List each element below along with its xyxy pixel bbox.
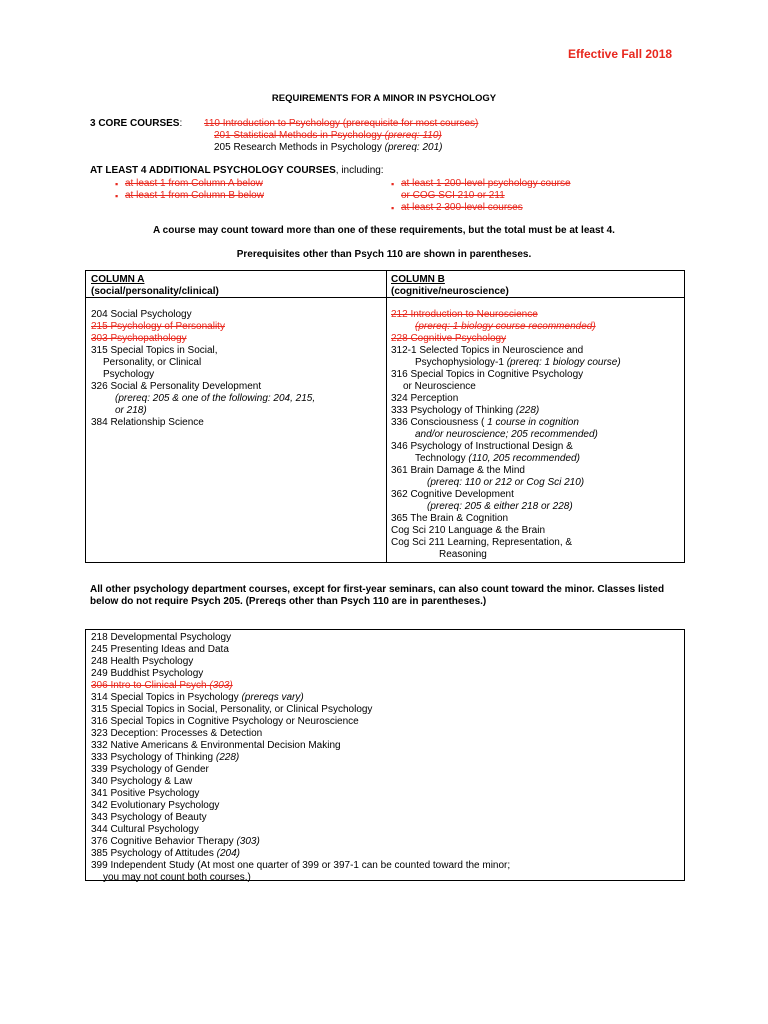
other-course: 333 Psychology of Thinking (228) xyxy=(91,752,240,763)
column-a-course: 326 Social & Personality Development xyxy=(91,381,262,392)
column-b-course: Technology (110, 205 recommended) xyxy=(415,453,580,464)
core-list xyxy=(204,118,478,154)
req-col-b: ▪ at least 1 from Column B below xyxy=(115,190,264,202)
column-a-course: 215 Psychology of Personality xyxy=(91,321,225,332)
req-300-level: ▪ at least 2 300-level courses xyxy=(391,202,571,214)
column-b-course: Cog Sci 210 Language & the Brain xyxy=(391,525,545,536)
req-200-level-alt: or COG SCI 210 or 211 xyxy=(401,190,505,201)
column-b-course: 212 Introduction to Neuroscience xyxy=(391,309,538,320)
column-a-course: 315 Special Topics in Social, xyxy=(91,345,218,356)
core-label: 3 CORE COURSES: xyxy=(90,118,183,129)
other-course: 332 Native Americans & Environmental Decision Making xyxy=(91,740,341,751)
column-a-course: Psychology xyxy=(103,369,155,380)
column-b-course: 316 Special Topics in Cognitive Psychology xyxy=(391,369,584,380)
note-count: A course may count toward more than one of these requirements, but the total must be at least 4. xyxy=(153,225,615,236)
column-a-course: or 218) xyxy=(115,405,147,416)
other-course: you may not count both courses.) xyxy=(103,872,251,883)
req-col-a: ▪ at least 1 from Column A below xyxy=(115,178,264,190)
core-course: 205 Research Methods in Psychology (prereq: 201) xyxy=(214,142,443,153)
column-b-course: 362 Cognitive Development xyxy=(391,489,514,500)
column-b-course: 346 Psychology of Instructional Design & xyxy=(391,441,573,452)
all-other-note: All other psychology department courses, except for first-year seminars, can also count toward the minor. Classes listed below do not require Psych 205. (Prereqs other than Psych 110 are in parentheses.) xyxy=(90,584,665,607)
column-b-header: COLUMN B (cognitive/neuroscience) xyxy=(391,274,509,297)
other-course: 315 Special Topics in Social, Personality, or Clinical Psychology xyxy=(91,704,373,715)
column-b-list xyxy=(391,309,621,561)
column-b-course: 336 Consciousness ( 1 course in cognition xyxy=(391,417,579,428)
column-b-course: (prereq: 205 & either 218 or 228) xyxy=(427,501,573,512)
other-course: 343 Psychology of Beauty xyxy=(91,812,207,823)
core-course: 110 Introduction to Psychology (prerequisite for most courses) xyxy=(204,118,479,129)
column-b-course: 365 The Brain & Cognition xyxy=(391,513,509,524)
column-b-course: 324 Perception xyxy=(391,393,459,404)
other-course: 339 Psychology of Gender xyxy=(91,764,209,775)
other-course: 376 Cognitive Behavior Therapy (303) xyxy=(91,836,260,847)
additional-right xyxy=(391,178,571,214)
req-200-level: ▪ at least 1 200-level psychology course xyxy=(391,178,571,190)
other-course: 306 Intro to Clinical Psych (303) xyxy=(91,680,233,691)
other-course: 340 Psychology & Law xyxy=(91,776,193,787)
column-b-course: 361 Brain Damage & the Mind xyxy=(391,465,525,476)
core-course: 201 Statistical Methods in Psychology (prereq: 110) xyxy=(214,130,442,141)
column-a-list xyxy=(91,309,315,429)
other-course: 248 Health Psychology xyxy=(91,656,194,667)
column-a-header: COLUMN A (social/personality/clinical) xyxy=(91,274,219,297)
column-a-course: Personality, or Clinical xyxy=(103,357,202,368)
additional-heading: AT LEAST 4 ADDITIONAL PSYCHOLOGY COURSES, including: xyxy=(90,165,384,176)
other-course: 249 Buddhist Psychology xyxy=(91,668,204,679)
other-course: 399 Independent Study (At most one quarter of 399 or 397-1 can be counted toward the minor; xyxy=(91,860,511,871)
column-b-course: (prereq: 110 or 212 or Cog Sci 210) xyxy=(427,477,585,488)
column-b-course: Psychophysiology-1 (prereq: 1 biology course) xyxy=(415,357,621,368)
other-course: 245 Presenting Ideas and Data xyxy=(91,644,229,655)
column-b-course: Reasoning xyxy=(439,549,487,560)
column-b-course: 228 Cognitive Psychology xyxy=(391,333,507,344)
other-course: 342 Evolutionary Psychology xyxy=(91,800,220,811)
column-a-course: 384 Relationship Science xyxy=(91,417,204,428)
column-b-course: 312-1 Selected Topics in Neuroscience and xyxy=(391,345,584,356)
other-course: 323 Deception: Processes & Detection xyxy=(91,728,263,739)
other-course: 341 Positive Psychology xyxy=(91,788,200,799)
column-a-course: 303 Psychopathology xyxy=(91,333,187,344)
other-course: 314 Special Topics in Psychology (prereqs vary) xyxy=(91,692,304,703)
columns-table xyxy=(85,270,685,563)
column-a-course: (prereq: 205 & one of the following: 204, 215, xyxy=(115,393,316,404)
effective-date: Effective Fall 2018 xyxy=(568,47,673,61)
column-b-course: and/or neuroscience; 205 recommended) xyxy=(415,429,598,440)
column-divider xyxy=(386,271,387,562)
column-b-course: 333 Psychology of Thinking (228) xyxy=(391,405,540,416)
page-title: REQUIREMENTS FOR A MINOR IN PSYCHOLOGY xyxy=(271,93,497,104)
other-course: 316 Special Topics in Cognitive Psychology or Neuroscience xyxy=(91,716,359,727)
note-prereq: Prerequisites other than Psych 110 are shown in parentheses. xyxy=(236,249,532,260)
other-course: 385 Psychology of Attitudes (204) xyxy=(91,848,240,859)
other-courses-list xyxy=(91,632,510,884)
additional-left xyxy=(115,178,264,202)
other-course: 344 Cultural Psychology xyxy=(91,824,199,835)
column-b-course: (prereq: 1 biology course recommended) xyxy=(415,321,596,332)
column-a-course: 204 Social Psychology xyxy=(91,309,192,320)
other-course: 218 Developmental Psychology xyxy=(91,632,232,643)
column-b-course: or Neuroscience xyxy=(403,381,476,392)
other-courses-box xyxy=(85,629,685,881)
column-b-course: Cog Sci 211 Learning, Representation, & xyxy=(391,537,573,548)
